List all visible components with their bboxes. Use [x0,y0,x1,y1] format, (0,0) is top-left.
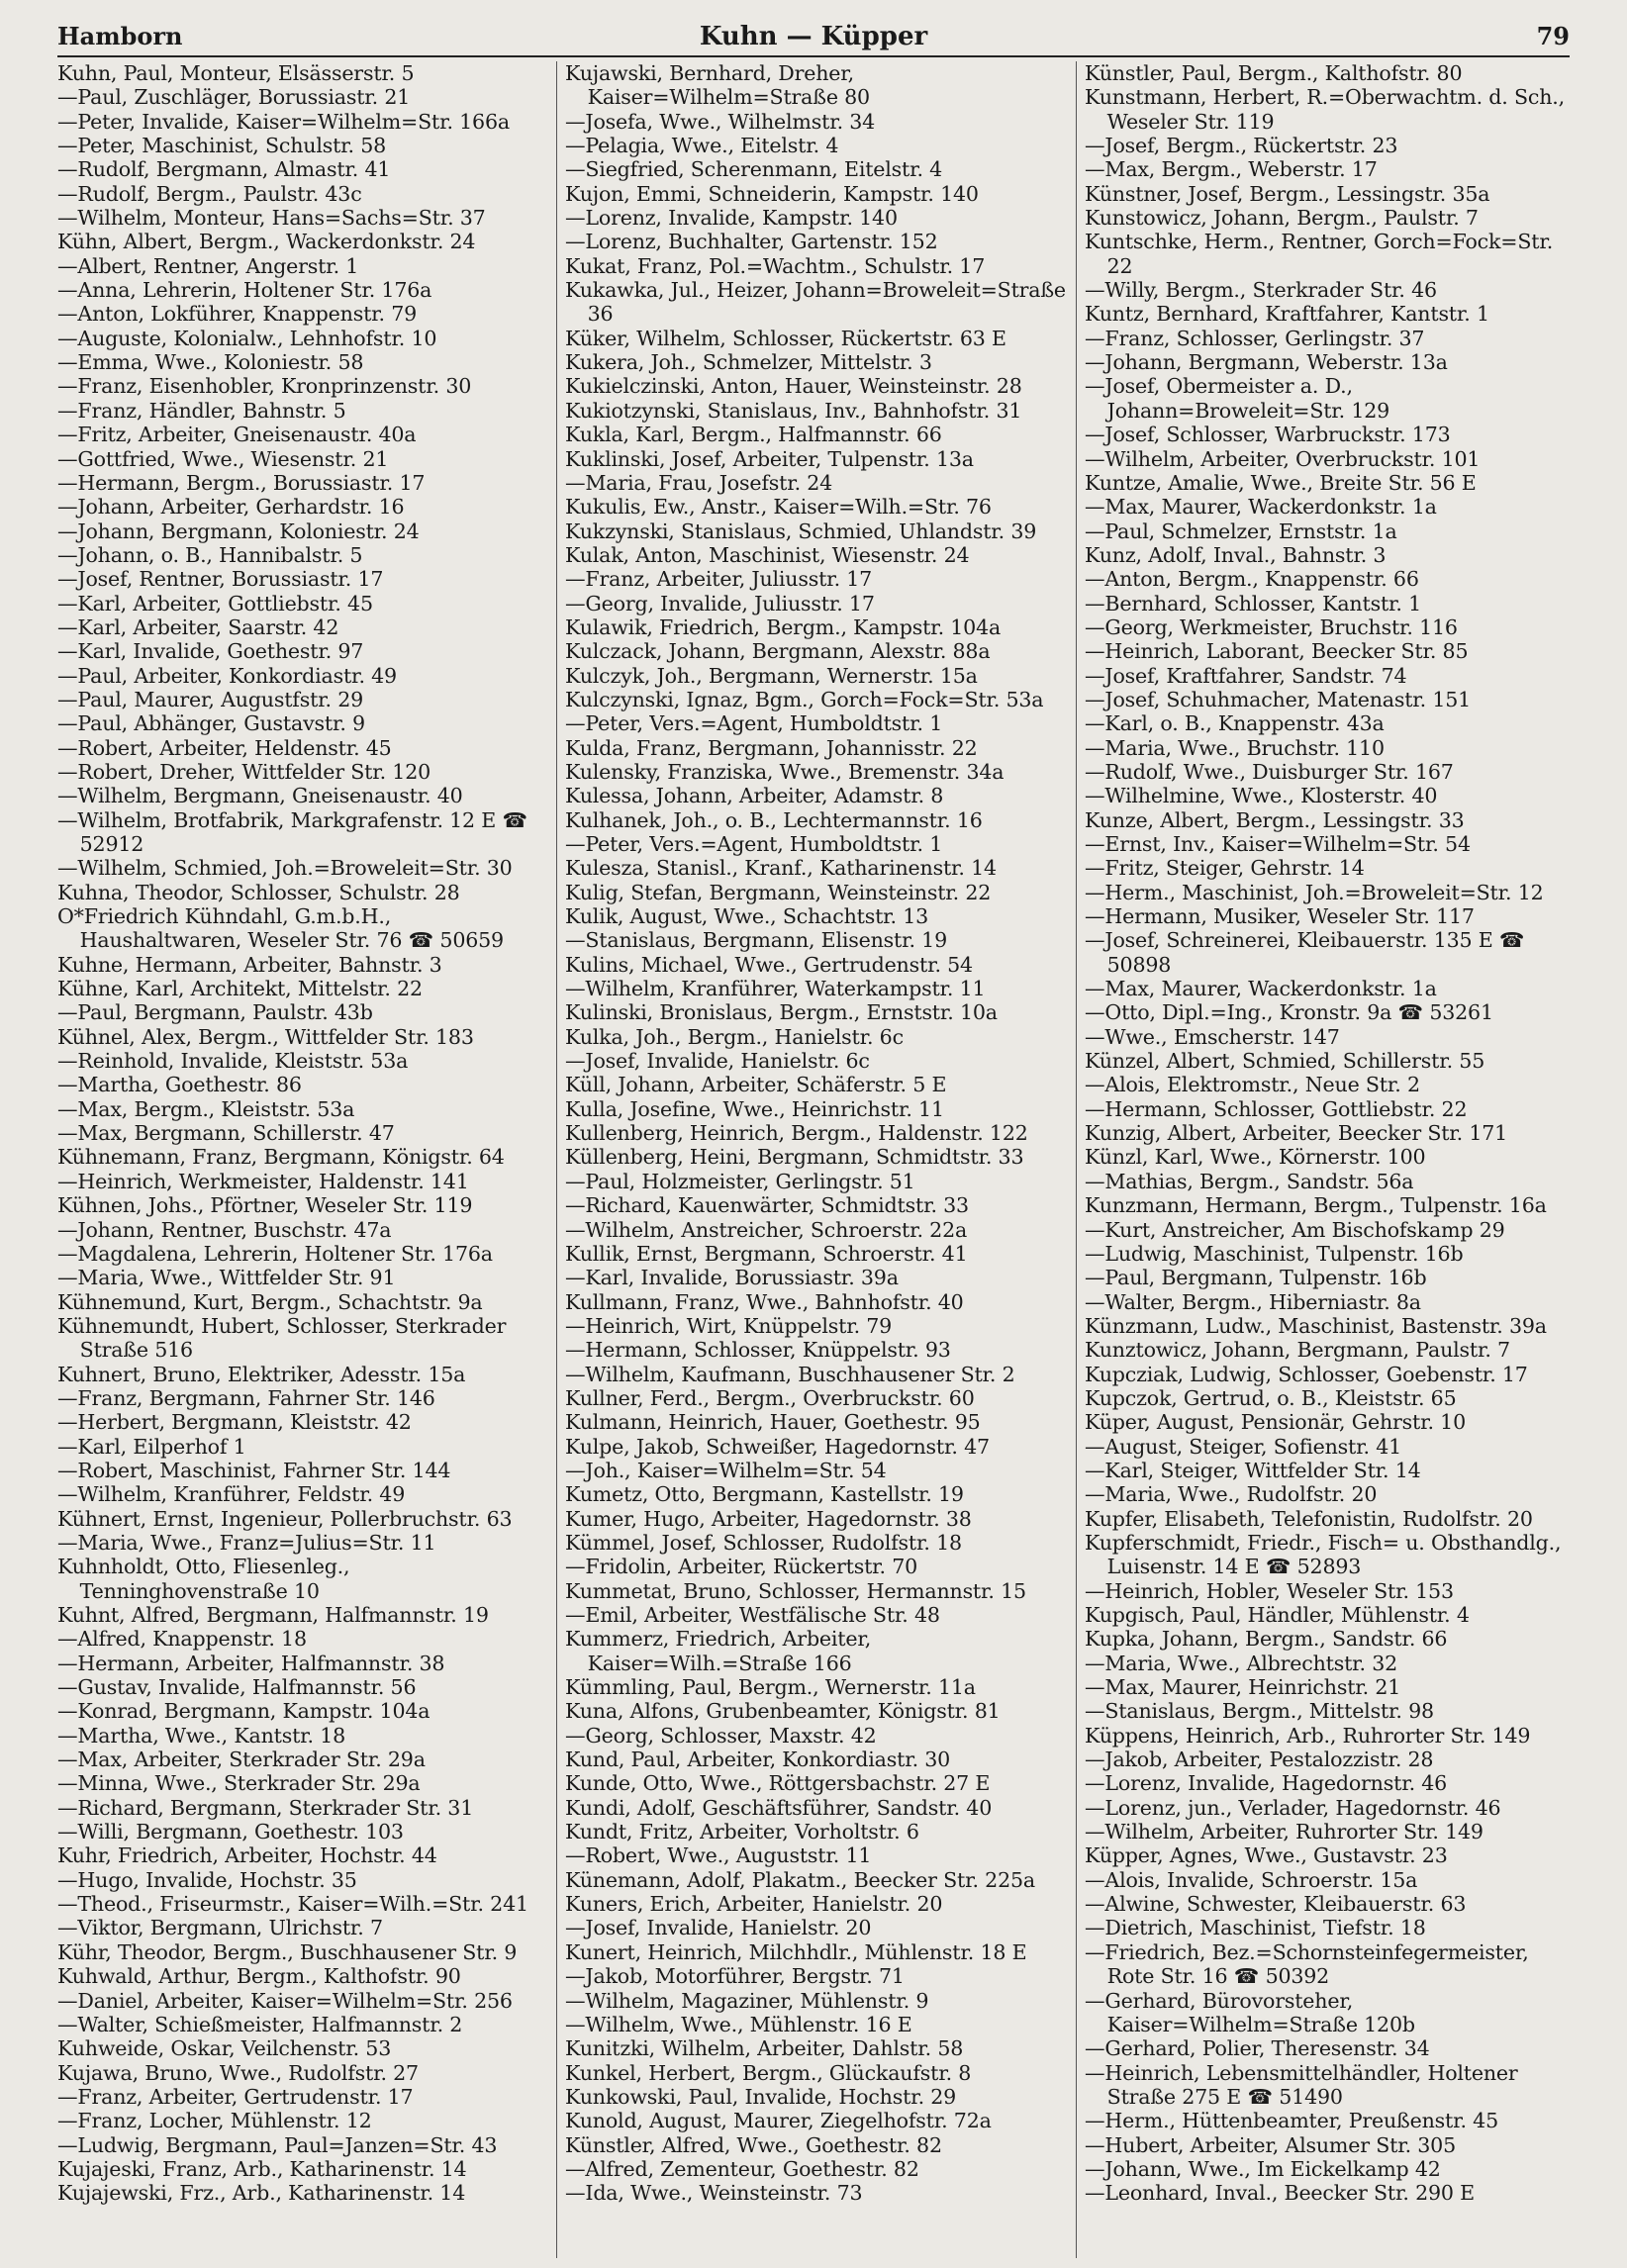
directory-entry: —Franz, Eisenhobler, Kronprinzenstr. 30 [57,374,472,399]
directory-entry: —Franz, Locher, Mühlenstr. 12 [57,2109,372,2133]
directory-entry: —Wilhelm, Kranführer, Waterkampstr. 11 [565,977,986,1001]
directory-entry: Kuhnt, Alfred, Bergmann, Halfmannstr. 19 [57,1603,489,1627]
directory-entry: —Magdalena, Lehrerin, Holtener Str. 176a [57,1241,493,1266]
directory-entry: —Heinrich, Hobler, Weseler Str. 153 [1085,1578,1454,1603]
directory-entry: Kunz, Adolf, Inval., Bahnstr. 3 [1085,542,1387,567]
directory-entry: Kukielczinski, Anton, Hauer, Weinsteinstr. 28 [565,374,1022,399]
directory-entry: Kühnemund, Kurt, Bergm., Schachtstr. 9a [57,1289,483,1314]
directory-entry: —Siegfried, Scherenmann, Eitelstr. 4 [565,157,943,182]
directory-entry: Kunstowicz, Johann, Bergm., Paulstr. 7 [1085,206,1479,231]
directory-entry: —Lorenz, Invalide, Kampstr. 140 [565,206,898,231]
directory-entry: —Jakob, Motorführer, Bergstr. 71 [565,1964,905,1989]
directory-entry: —Alfred, Zementeur, Goethestr. 82 [565,2156,919,2181]
directory-entry: —Richard, Bergmann, Sterkrader Str. 31 [57,1795,474,1820]
directory-entry: —Alfred, Knappenstr. 18 [57,1627,307,1652]
directory-entry: —Gustav, Invalide, Halfmannstr. 56 [57,1675,417,1700]
directory-entry: —Emil, Arbeiter, Westfälische Str. 48 [565,1603,940,1627]
directory-entry: —Josef, Kraftfahrer, Sandstr. 74 [1085,663,1407,688]
directory-entry: —Lorenz, jun., Verlader, Hagedornstr. 46 [1085,1795,1501,1820]
directory-entry: —Hermann, Bergm., Borussiastr. 17 [57,470,426,495]
directory-entry: —Herm., Hüttenbeamter, Preußenstr. 45 [1085,2109,1498,2133]
page-number: 79 [1536,22,1570,50]
directory-entry: Kuhnholdt, Otto, Fliesenleg., Tenninghovenstraße 10 [57,1555,350,1603]
directory-entry: Kupfer, Elisabeth, Telefonistin, Rudolfstr. 20 [1085,1506,1533,1531]
directory-entry: —Max, Maurer, Wackerdonkstr. 1a [1085,977,1437,1001]
directory-entry: —Karl, Arbeiter, Saarstr. 42 [57,614,339,639]
directory-entry: —Georg, Schlosser, Maxstr. 42 [565,1723,877,1748]
directory-entry: Kukla, Karl, Bergm., Halfmannstr. 66 [565,423,942,447]
directory-entry: Kulesza, Stanisl., Kranf., Katharinenstr. 14 [565,856,997,881]
directory-entry: —Fritz, Arbeiter, Gneisenaustr. 40a [57,423,417,447]
directory-entry: —Georg, Werkmeister, Bruchstr. 116 [1085,614,1458,639]
directory-entry: —Georg, Invalide, Juliusstr. 17 [565,591,875,615]
directory-entry: —Theod., Friseurmstr., Kaiser=Wilh.=Str. 241 [57,1892,528,1917]
directory-entry: Künzel, Albert, Schmied, Schillerstr. 55 [1085,1049,1485,1074]
directory-entry: —Joh., Kaiser=Wilhelm=Str. 54 [565,1458,887,1482]
directory-entry: Kuna, Alfons, Grubenbeamter, Königstr. 81 [565,1699,1001,1724]
directory-entry: —Wilhelm, Magaziner, Mühlenstr. 9 [565,1988,929,2013]
directory-entry: —Wilhelm, Schmied, Joh.=Broweleit=Str. 30 [57,856,513,881]
header-name-range: Kuhn — Küpper [699,22,928,51]
directory-entry: Kukulis, Ew., Anstr., Kaiser=Wilh.=Str. 76 [565,495,992,520]
directory-entry: —Karl, Invalide, Goethestr. 97 [57,639,364,664]
directory-entry: —Alois, Elektromstr., Neue Str. 2 [1085,1073,1420,1097]
directory-entry: —Leonhard, Inval., Beecker Str. 290 E [1085,2181,1475,2206]
directory-entry: —Walter, Bergm., Hiberniastr. 8a [1085,1289,1421,1314]
directory-entry: —Maria, Wwe., Wittfelder Str. 91 [57,1266,396,1290]
directory-entry: Kühnel, Alex, Bergm., Wittfelder Str. 183 [57,1024,474,1049]
directory-entry: —Konrad, Bergmann, Kampstr. 104a [57,1699,431,1724]
directory-entry: Kulik, August, Wwe., Schachtstr. 13 [565,904,929,929]
directory-entry: —Karl, Steiger, Wittfelder Str. 14 [1085,1458,1421,1482]
directory-entry: Kulinski, Bronislaus, Bergm., Ernststr. 10a [565,1000,998,1025]
page-header [57,22,1570,55]
directory-entry: —Paul, Arbeiter, Konkordiastr. 49 [57,663,397,688]
directory-entry: Kulmann, Heinrich, Hauer, Goethestr. 95 [565,1410,981,1435]
directory-entry: Kullmann, Franz, Wwe., Bahnhofstr. 40 [565,1289,964,1314]
directory-entry: Kupferschmidt, Friedr., Fisch= u. Obsthandlg., Luisenstr. 14 E ☎ 52893 [1085,1530,1562,1579]
directory-entry: —Martha, Goethestr. 86 [57,1073,302,1097]
header-rule [57,55,1570,57]
directory-entry: —Heinrich, Werkmeister, Haldenstr. 141 [57,1169,469,1193]
directory-entry: —August, Steiger, Sofienstr. 41 [1085,1434,1402,1459]
directory-entry: —Maria, Wwe., Rudolfstr. 20 [1085,1482,1378,1507]
directory-entry: —Reinhold, Invalide, Kleiststr. 53a [57,1049,409,1074]
directory-entry: Kulak, Anton, Maschinist, Wiesenstr. 24 [565,542,970,567]
directory-entry: Kuntz, Bernhard, Kraftfahrer, Kantstr. 1 [1085,302,1489,327]
directory-entry: —Otto, Dipl.=Ing., Kronstr. 9a ☎ 53261 [1085,1000,1493,1025]
directory-entry: —Josef, Bergm., Rückertstr. 23 [1085,134,1398,158]
directory-entry: Kunert, Heinrich, Milchhdlr., Mühlenstr. 18 E [565,1939,1027,1964]
directory-entry: Künzl, Karl, Wwe., Körnerstr. 100 [1085,1145,1426,1170]
directory-entry: —Karl, Invalide, Borussiastr. 39a [565,1266,899,1290]
directory-entry: —Hubert, Arbeiter, Alsumer Str. 305 [1085,2132,1456,2157]
directory-entry: —Kurt, Anstreicher, Am Bischofskamp 29 [1085,1217,1505,1242]
directory-entry: —Johann, Wwe., Im Eickelkamp 42 [1085,2156,1441,2181]
directory-entry: —Josef, Schreinerei, Kleibauerstr. 135 E ☎ 50898 [1085,928,1525,977]
directory-entry: —Robert, Dreher, Wittfelder Str. 120 [57,759,431,784]
directory-entry: Kuhn, Paul, Monteur, Elsässerstr. 5 [57,61,415,85]
directory-entry: Kumer, Hugo, Arbeiter, Hagedornstr. 38 [565,1506,972,1531]
directory-entry: —Willi, Bergmann, Goethestr. 103 [57,1820,404,1844]
directory-entry: Kullik, Ernst, Bergmann, Schroerstr. 41 [565,1241,968,1266]
directory-entry: Kuklinski, Josef, Arbeiter, Tulpenstr. 13a [565,446,974,471]
directory-entry: Kuntschke, Herm., Rentner, Gorch=Fock=Str. 22 [1085,230,1554,278]
directory-entry: —Max, Bergm., Kleiststr. 53a [57,1096,355,1121]
directory-entry: —Alois, Invalide, Schroerstr. 15a [1085,1867,1418,1892]
directory-entry: Künstler, Paul, Bergm., Kalthofstr. 80 [1085,61,1463,85]
directory-entry: —Hermann, Schlosser, Knüppelstr. 93 [565,1338,951,1363]
directory-entry: Künemann, Adolf, Plakatm., Beecker Str. 225a [565,1867,1035,1892]
directory-entry: —Maria, Wwe., Bruchstr. 110 [1085,735,1385,760]
directory-entry: Kunstmann, Herbert, R.=Oberwachtm. d. Sch., Weseler Str. 119 [1085,85,1565,134]
directory-entry: —Emma, Wwe., Koloniestr. 58 [57,350,364,375]
directory-entry: Kujajewski, Frz., Arb., Katharinenstr. 14 [57,2181,466,2206]
directory-entry: Kunzig, Albert, Arbeiter, Beecker Str. 171 [1085,1121,1508,1146]
directory-entry: Kukera, Joh., Schmelzer, Mittelstr. 3 [565,350,932,375]
directory-entry: —Willy, Bergm., Sterkrader Str. 46 [1085,278,1437,303]
directory-entry: Kühnert, Ernst, Ingenieur, Pollerbruchstr. 63 [57,1506,513,1531]
directory-entry: —Wilhelm, Kranführer, Feldstr. 49 [57,1482,406,1507]
directory-entry: —Paul, Maurer, Augustfstr. 29 [57,687,364,711]
directory-entry: —Max, Maurer, Heinrichstr. 21 [1085,1675,1401,1700]
directory-entry: Kulda, Franz, Bergmann, Johannisstr. 22 [565,735,978,760]
directory-entry: Kummerz, Friedrich, Arbeiter, Kaiser=Wilh.=Straße 166 [565,1627,872,1675]
directory-entry: Kuhweide, Oskar, Veilchenstr. 53 [57,2036,392,2061]
directory-entry: —Herm., Maschinist, Joh.=Broweleit=Str. 12 [1085,880,1544,904]
directory-entry: Kunzmann, Hermann, Bergm., Tulpenstr. 16a [1085,1193,1547,1218]
column-3 [1076,61,1587,2258]
directory-entry: —Franz, Bergmann, Fahrner Str. 146 [57,1385,435,1410]
directory-entry: —Paul, Zuschläger, Borussiastr. 21 [57,85,411,110]
directory-entry: Kulensky, Franziska, Wwe., Bremenstr. 34a [565,759,1005,784]
directory-entry: Küllenberg, Heini, Bergmann, Schmidtstr. 33 [565,1145,1024,1170]
directory-entry: —Peter, Maschinist, Schulstr. 58 [57,134,387,158]
directory-entry: —Daniel, Arbeiter, Kaiser=Wilhelm=Str. 256 [57,1988,513,2013]
directory-entry: —Lorenz, Invalide, Hagedornstr. 46 [1085,1771,1448,1796]
directory-entry: —Mathias, Bergm., Sandstr. 56a [1085,1169,1414,1193]
directory-entry: —Rudolf, Bergmann, Almastr. 41 [57,157,391,182]
directory-entry: Kühnemann, Franz, Bergmann, Königstr. 64 [57,1145,505,1170]
directory-entry: —Gerhard, Polier, Theresenstr. 34 [1085,2036,1430,2061]
directory-entry: Kulawik, Friedrich, Bergm., Kampstr. 104a [565,614,1002,639]
directory-entry: Kümmling, Paul, Bergm., Wernerstr. 11a [565,1675,976,1700]
directory-entry: —Robert, Wwe., Auguststr. 11 [565,1843,872,1868]
directory-entry: —Albert, Rentner, Angerstr. 1 [57,253,359,278]
directory-entry: Kuhne, Hermann, Arbeiter, Bahnstr. 3 [57,952,442,977]
directory-entry: Kullner, Ferd., Bergm., Overbruckstr. 60 [565,1385,975,1410]
directory-entry: —Ernst, Inv., Kaiser=Wilhelm=Str. 54 [1085,832,1471,856]
directory-entry: Kupcziak, Ludwig, Schlosser, Goebenstr. 17 [1085,1362,1528,1386]
directory-entry: —Hermann, Schlosser, Gottliebstr. 22 [1085,1096,1468,1121]
directory-entry: —Bernhard, Schlosser, Kantstr. 1 [1085,591,1421,615]
directory-entry: Kuners, Erich, Arbeiter, Hanielstr. 20 [565,1892,943,1917]
directory-entry: —Paul, Holzmeister, Gerlingstr. 51 [565,1169,915,1193]
directory-entry: —Max, Maurer, Wackerdonkstr. 1a [1085,495,1437,520]
directory-entry: Kulig, Stefan, Bergmann, Weinsteinstr. 22 [565,880,992,904]
directory-entry: —Karl, o. B., Knappenstr. 43a [1085,711,1385,736]
directory-entry: Kühn, Albert, Bergm., Wackerdonkstr. 24 [57,230,476,254]
directory-entry: Kulpe, Jakob, Schweißer, Hagedornstr. 47 [565,1434,990,1459]
directory-entry: Kukiotzynski, Stanislaus, Inv., Bahnhofstr. 31 [565,398,1022,423]
directory-entry: Künstner, Josef, Bergm., Lessingstr. 35a [1085,181,1490,206]
directory-entry: —Max, Bergm., Weberstr. 17 [1085,157,1378,182]
directory-entry: —Rudolf, Wwe., Duisburger Str. 167 [1085,759,1454,784]
directory-entry: Kujawski, Bernhard, Dreher, Kaiser=Wilhelm=Straße 80 [565,61,870,110]
directory-entry: Kukzynski, Stanislaus, Schmied, Uhlandstr. 39 [565,519,1037,543]
directory-entry: Kühnen, Johs., Pförtner, Weseler Str. 119 [57,1193,473,1218]
directory-entry: Kunold, August, Maurer, Ziegelhofstr. 72a [565,2109,992,2133]
directory-entry: —Paul, Bergmann, Tulpenstr. 16b [1085,1266,1427,1290]
directory-entry: —Josef, Schlosser, Warbruckstr. 173 [1085,423,1451,447]
directory-entry: Kunkowski, Paul, Invalide, Hochstr. 29 [565,2084,957,2109]
directory-entry: Kunde, Otto, Wwe., Röttgersbachstr. 27 E [565,1771,991,1796]
directory-entry: —Hugo, Invalide, Hochstr. 35 [57,1867,357,1892]
directory-entry: Künstler, Alfred, Wwe., Goethestr. 82 [565,2132,942,2157]
directory-entry: —Wilhelm, Arbeiter, Overbruckstr. 101 [1085,446,1481,471]
directory-entry: —Wilhelm, Kaufmann, Buschhausener Str. 2 [565,1362,1015,1386]
directory-entry: O*Friedrich Kühndahl, G.m.b.H., Haushaltwaren, Weseler Str. 76 ☎ 50659 [57,904,504,953]
directory-entry: Kulla, Josefine, Wwe., Heinrichstr. 11 [565,1096,944,1121]
directory-entry: Kupgisch, Paul, Händler, Mühlenstr. 4 [1085,1603,1470,1627]
directory-entry: Kunkel, Herbert, Bergm., Glückaufstr. 8 [565,2060,972,2085]
directory-entry: —Walter, Schießmeister, Halfmannstr. 2 [57,2012,463,2036]
directory-entry: —Friedrich, Bez.=Schornsteinfegermeister, Rote Str. 16 ☎ 50392 [1085,1939,1529,1989]
directory-entry: Kullenberg, Heinrich, Bergm., Haldenstr. 122 [565,1121,1028,1146]
directory-entry: —Franz, Schlosser, Gerlingstr. 37 [1085,326,1425,350]
directory-entry: —Ludwig, Maschinist, Tulpenstr. 16b [1085,1241,1464,1266]
directory-entry: —Heinrich, Laborant, Beecker Str. 85 [1085,639,1469,664]
directory-entry: —Anton, Lokführer, Knappenstr. 79 [57,302,418,327]
directory-entry: —Richard, Kauenwärter, Schmidtstr. 33 [565,1193,969,1218]
directory-entry: —Robert, Maschinist, Fahrner Str. 144 [57,1458,451,1482]
directory-entry: —Johann, Arbeiter, Gerhardstr. 16 [57,495,405,520]
directory-entry: —Wilhelm, Bergmann, Gneisenaustr. 40 [57,784,463,808]
directory-entry: —Gottfried, Wwe., Wiesenstr. 21 [57,446,389,471]
directory-entry: —Johann, Bergmann, Koloniestr. 24 [57,519,420,543]
directory-entry: Kundt, Fritz, Arbeiter, Vorholtstr. 6 [565,1820,919,1844]
directory-entry: —Johann, Bergmann, Weberstr. 13a [1085,350,1448,375]
directory-entry: Kujon, Emmi, Schneiderin, Kampstr. 140 [565,181,979,206]
column-1 [57,61,556,2258]
directory-entry: —Gerhard, Bürovorsteher, Kaiser=Wilhelm=Straße 120b [1085,1988,1415,2036]
directory-entry: —Wilhelm, Monteur, Hans=Sachs=Str. 37 [57,206,486,231]
directory-entry: —Jakob, Arbeiter, Pestalozzistr. 28 [1085,1748,1434,1772]
directory-entry: Kuhwald, Arthur, Bergm., Kalthofstr. 90 [57,1964,461,1989]
directory-entry: —Stanislaus, Bergmann, Elisenstr. 19 [565,928,947,953]
directory-entry: Kummetat, Bruno, Schlosser, Hermannstr. 15 [565,1578,1026,1603]
directory-entry: —Peter, Vers.=Agent, Humboldtstr. 1 [565,711,943,736]
directory-entry: Kulczack, Johann, Bergmann, Alexstr. 88a [565,639,991,664]
directory-entry: —Wilhelm, Arbeiter, Ruhrorter Str. 149 [1085,1820,1483,1844]
directory-entry: Kumetz, Otto, Bergmann, Kastellstr. 19 [565,1482,964,1507]
directory-entry: —Wilhelm, Wwe., Mühlenstr. 16 E [565,2012,912,2036]
directory-entry: —Wwe., Emscherstr. 147 [1085,1024,1340,1049]
directory-entry: —Martha, Wwe., Kantstr. 18 [57,1723,346,1748]
directory-entry: —Pelagia, Wwe., Eitelstr. 4 [565,134,839,158]
directory-entry: —Anton, Bergm., Knappenstr. 66 [1085,567,1419,592]
directory-entry: —Anna, Lehrerin, Holtener Str. 176a [57,278,432,303]
directory-entry: Kunitzki, Wilhelm, Arbeiter, Dahlstr. 58 [565,2036,964,2061]
directory-entry: —Wilhelmine, Wwe., Klosterstr. 40 [1085,784,1438,808]
directory-entry: Kukawka, Jul., Heizer, Johann=Broweleit=Straße 36 [565,278,1066,327]
directory-entry: Kujawa, Bruno, Wwe., Rudolfstr. 27 [57,2060,419,2085]
directory-entry: —Franz, Arbeiter, Gertrudenstr. 17 [57,2084,414,2109]
directory-entry: Kund, Paul, Arbeiter, Konkordiastr. 30 [565,1748,951,1772]
directory-entry: Kühne, Karl, Architekt, Mittelstr. 22 [57,977,423,1001]
directory-entry: —Herbert, Bergmann, Kleiststr. 42 [57,1410,412,1435]
directory-entry: —Peter, Invalide, Kaiser=Wilhelm=Str. 166a [57,109,510,134]
directory-entry: Kuhr, Friedrich, Arbeiter, Hochstr. 44 [57,1843,437,1868]
directory-entry: Küper, August, Pensionär, Gehrstr. 10 [1085,1410,1466,1435]
directory-entry: —Josef, Invalide, Hanielstr. 20 [565,1916,872,1940]
directory-entry: —Fridolin, Arbeiter, Rückertstr. 70 [565,1555,918,1579]
directory-entry: —Ludwig, Bergmann, Paul=Janzen=Str. 43 [57,2132,498,2157]
directory-entry: —Hermann, Arbeiter, Halfmannstr. 38 [57,1651,445,1675]
directory-entry: Kulka, Joh., Bergm., Hanielstr. 6c [565,1024,904,1049]
directory-entry: —Heinrich, Lebensmittelhändler, Holtener Straße 275 E ☎ 51490 [1085,2060,1518,2109]
directory-entry: —Paul, Bergmann, Paulstr. 43b [57,1000,373,1025]
header-city: Hamborn [57,22,183,50]
directory-entry: —Hermann, Musiker, Weseler Str. 117 [1085,904,1475,929]
directory-entry: Kulczyk, Joh., Bergmann, Wernerstr. 15a [565,663,978,688]
directory-entry: Kulhanek, Joh., o. B., Lechtermannstr. 16 [565,807,983,832]
directory-entry: —Fritz, Steiger, Gehrstr. 14 [1085,856,1365,881]
directory-entry: —Heinrich, Wirt, Knüppelstr. 79 [565,1313,893,1338]
directory-entry: —Josef, Rentner, Borussiastr. 17 [57,567,384,592]
directory-entry: Kukat, Franz, Pol.=Wachtm., Schulstr. 17 [565,253,986,278]
directory-entry: —Stanislaus, Bergm., Mittelstr. 98 [1085,1699,1434,1724]
directory-entry: —Max, Bergmann, Schillerstr. 47 [57,1121,395,1146]
directory-entry: —Karl, Arbeiter, Gottliebstr. 45 [57,591,373,615]
directory-entry: —Minna, Wwe., Sterkrader Str. 29a [57,1771,421,1796]
directory-entry: —Viktor, Bergmann, Ulrichstr. 7 [57,1916,383,1940]
directory-entry: —Auguste, Kolonialw., Lehnhofstr. 10 [57,326,437,350]
directory-entry: Kulczynski, Ignaz, Bgm., Gorch=Fock=Str. 53a [565,687,1044,711]
directory-entry: Kühnemundt, Hubert, Schlosser, Sterkrader Straße 516 [57,1313,507,1363]
directory-entry: —Rudolf, Bergm., Paulstr. 43c [57,181,362,206]
directory-entry: Kundi, Adolf, Geschäftsführer, Sandstr. 40 [565,1795,993,1820]
directory-entry: —Alwine, Schwester, Kleibauerstr. 63 [1085,1892,1467,1917]
directory-entry: —Johann, Rentner, Buschstr. 47a [57,1217,392,1242]
directory-entry: —Josefa, Wwe., Wilhelmstr. 34 [565,109,876,134]
directory-entry: —Josef, Obermeister a. D., Johann=Broweleit=Str. 129 [1085,374,1390,423]
directory-entry: Küppens, Heinrich, Arb., Ruhrorter Str. 149 [1085,1723,1531,1748]
directory-entry: —Robert, Arbeiter, Heldenstr. 45 [57,735,392,760]
directory-entry: Kulessa, Johann, Arbeiter, Adamstr. 8 [565,784,944,808]
directory-entry: —Max, Arbeiter, Sterkrader Str. 29a [57,1748,426,1772]
directory-entry: Küpper, Agnes, Wwe., Gustavstr. 23 [1085,1843,1448,1868]
directory-entry: —Franz, Händler, Bahnstr. 5 [57,398,346,423]
directory-entry: Kuntze, Amalie, Wwe., Breite Str. 56 E [1085,470,1477,495]
column-2 [556,61,1076,2258]
directory-entry: Kuhnert, Bruno, Elektriker, Adesstr. 15a [57,1362,466,1386]
directory-entry: Kümmel, Josef, Schlosser, Rudolfstr. 18 [565,1530,962,1555]
directory-entry: Küll, Johann, Arbeiter, Schäferstr. 5 E [565,1073,947,1097]
directory-entry: Küker, Wilhelm, Schlosser, Rückertstr. 63 E [565,326,1006,350]
directory-entry: —Lorenz, Buchhalter, Gartenstr. 152 [565,230,938,254]
directory-entry: —Josef, Invalide, Hanielstr. 6c [565,1049,870,1074]
directory-entry: Kupczok, Gertrud, o. B., Kleiststr. 65 [1085,1385,1457,1410]
directory-entry: —Franz, Arbeiter, Juliusstr. 17 [565,567,873,592]
directory-entry: —Wilhelm, Brotfabrik, Markgrafenstr. 12 E ☎ 52912 [57,807,527,856]
directory-entry: Kupka, Johann, Bergm., Sandstr. 66 [1085,1627,1448,1652]
directory-entry: —Dietrich, Maschinist, Tiefstr. 18 [1085,1916,1426,1940]
directory-entry: —Maria, Frau, Josefstr. 24 [565,470,833,495]
directory-entry: —Maria, Wwe., Albrechtstr. 32 [1085,1651,1398,1675]
directory-entry: —Paul, Abhänger, Gustavstr. 9 [57,711,365,736]
directory-entry: Kunztowicz, Johann, Bergmann, Paulstr. 7 [1085,1338,1510,1363]
directory-entry: —Paul, Schmelzer, Ernststr. 1a [1085,519,1397,543]
directory-entry: Kulins, Michael, Wwe., Gertrudenstr. 54 [565,952,973,977]
directory-columns [57,61,1570,2258]
directory-entry: Kühr, Theodor, Bergm., Buschhausener Str. 9 [57,1939,518,1964]
directory-entry: —Wilhelm, Anstreicher, Schroerstr. 22a [565,1217,968,1242]
directory-entry: Kujajeski, Franz, Arb., Katharinenstr. 14 [57,2156,467,2181]
directory-entry: —Karl, Eilperhof 1 [57,1434,246,1459]
directory-entry: Kunze, Albert, Bergm., Lessingstr. 33 [1085,807,1465,832]
directory-entry: —Ida, Wwe., Weinsteinstr. 73 [565,2181,863,2206]
directory-entry: —Josef, Schuhmacher, Matenastr. 151 [1085,687,1472,711]
directory-entry: —Maria, Wwe., Franz=Julius=Str. 11 [57,1530,436,1555]
directory-entry: —Johann, o. B., Hannibalstr. 5 [57,542,363,567]
directory-entry: —Peter, Vers.=Agent, Humboldtstr. 1 [565,832,943,856]
directory-entry: Künzmann, Ludw., Maschinist, Bastenstr. 39a [1085,1313,1547,1338]
directory-entry: Kuhna, Theodor, Schlosser, Schulstr. 28 [57,880,460,904]
